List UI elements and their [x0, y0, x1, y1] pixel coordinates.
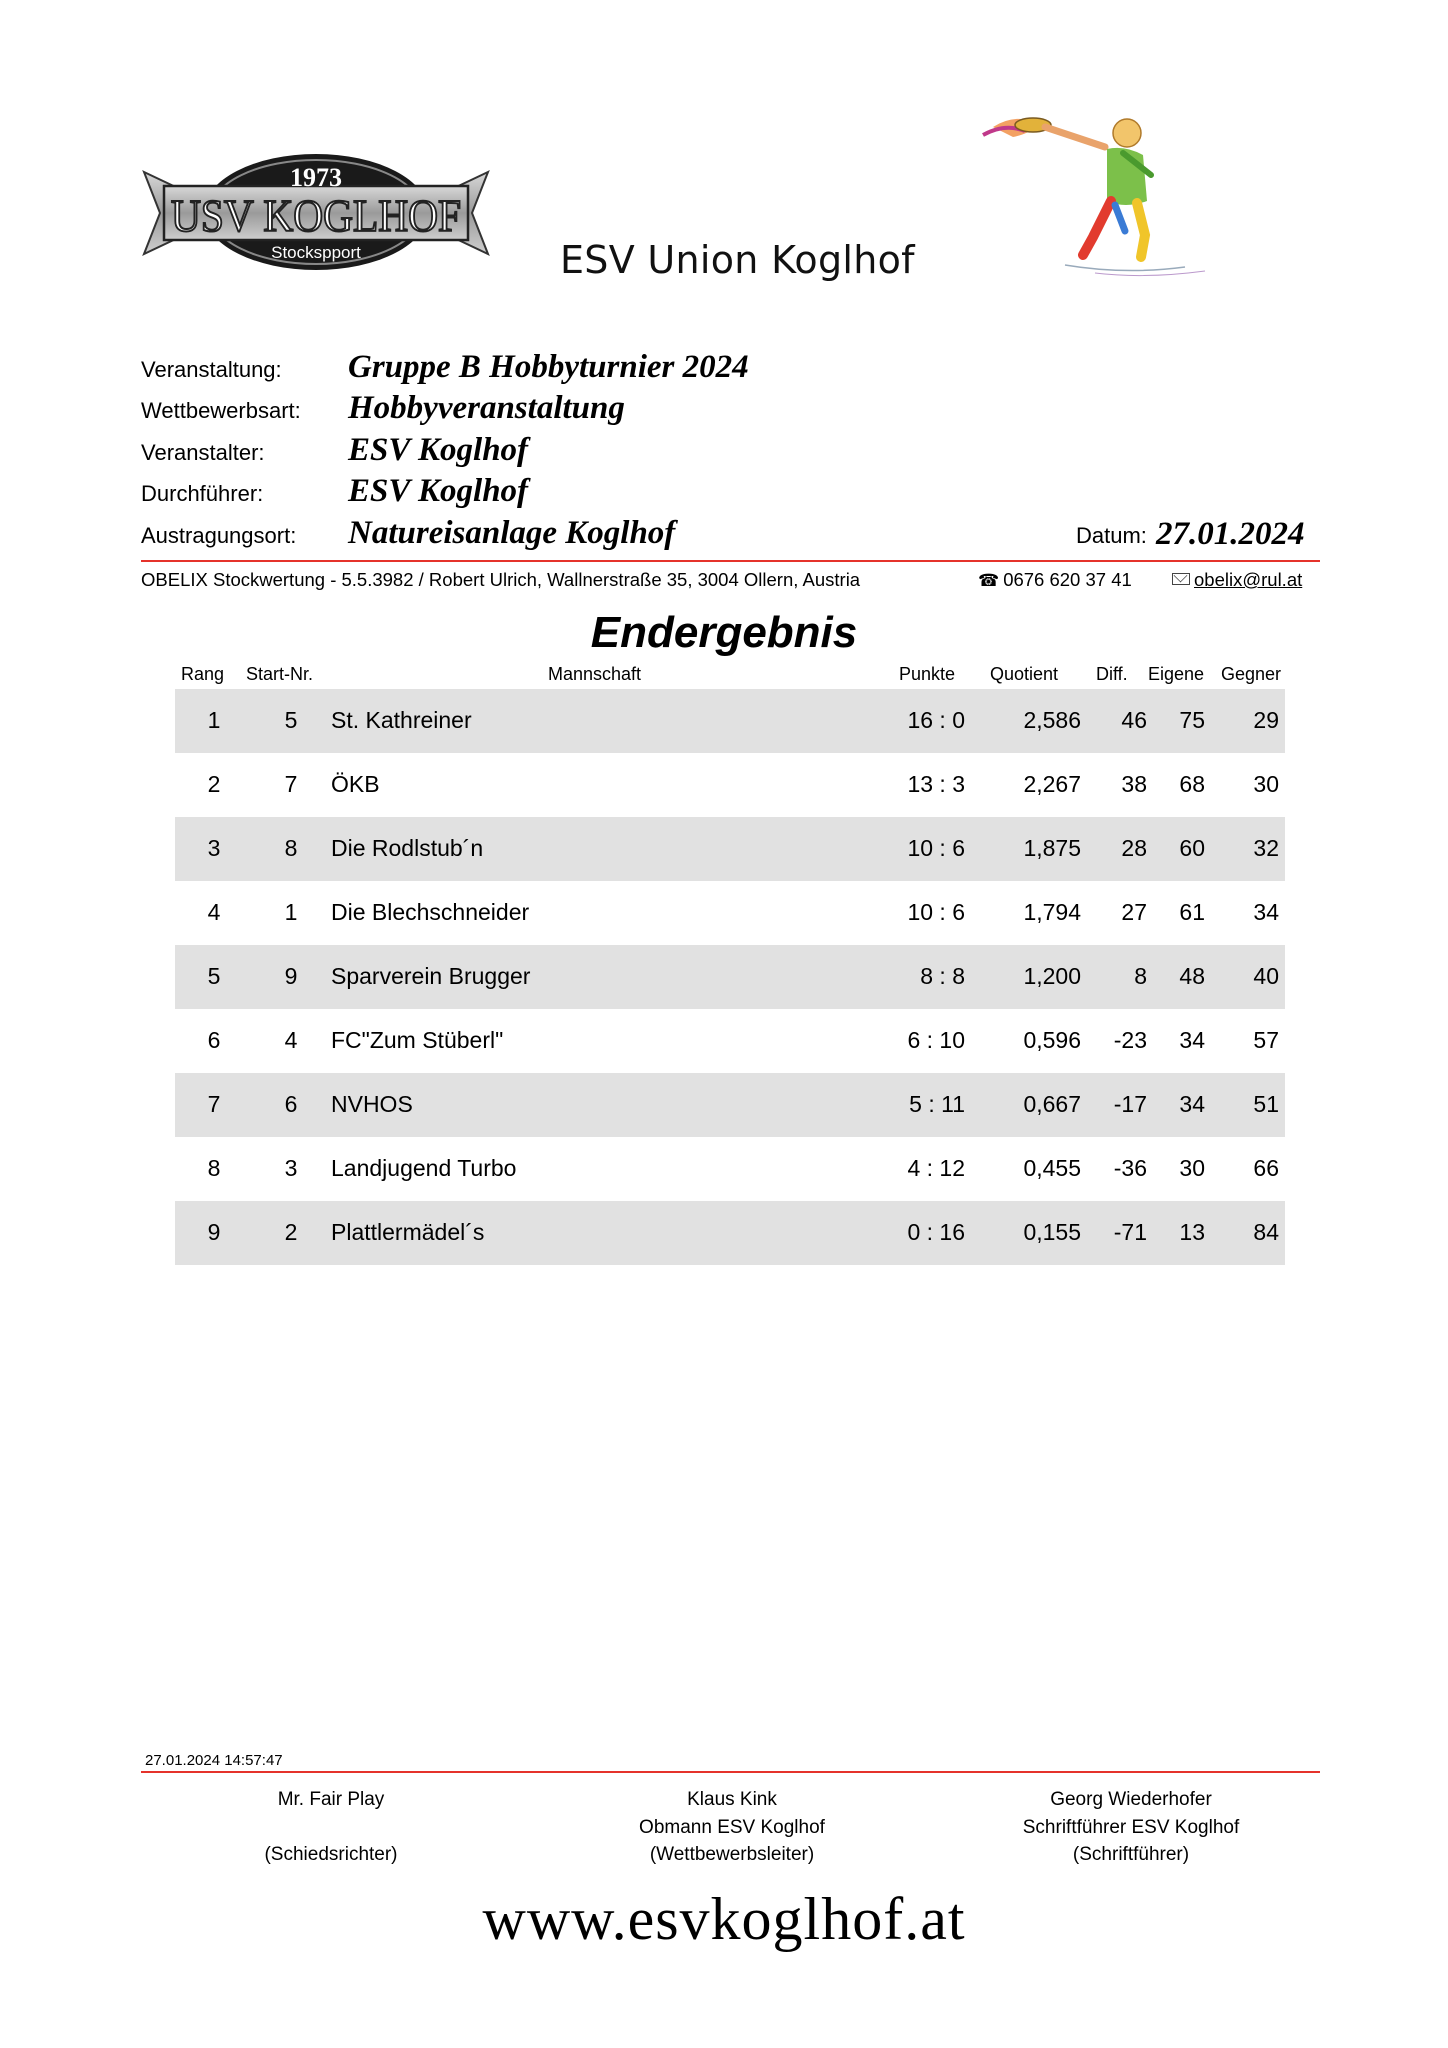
column-header-quotient: Quotient	[990, 664, 1059, 684]
column-header-start: Start-Nr.	[246, 664, 314, 684]
quotient-cell: 0,155	[1023, 1219, 1081, 1245]
opponent-score-cell: 29	[1253, 707, 1279, 733]
column-header-team: Mannschaft	[548, 664, 642, 684]
team-cell: NVHOS	[331, 1091, 413, 1117]
telephone-icon: ☎	[978, 571, 1000, 590]
signature-role: (Schiedsrichter)	[264, 1844, 398, 1865]
own-score-cell: 30	[1179, 1155, 1205, 1181]
organizer-label: Veranstalter:	[141, 440, 265, 465]
table-row	[175, 1073, 1285, 1137]
quotient-cell: 0,455	[1023, 1155, 1081, 1181]
quotient-cell: 0,667	[1023, 1091, 1081, 1117]
svg-text:1973: 1973	[290, 163, 342, 192]
column-header-gegner: Gegner	[1221, 664, 1282, 684]
signature-role: (Wettbewerbsleiter)	[649, 1844, 815, 1865]
venue-value: Natureisanlage Koglhof	[348, 515, 676, 551]
own-score-cell: 68	[1179, 771, 1205, 797]
team-cell: Die Rodlstub´n	[331, 835, 484, 861]
curling-player-illustration	[975, 105, 1215, 280]
date-label: Datum:	[1076, 523, 1147, 548]
venue-label: Austragungsort:	[141, 523, 297, 548]
difference-cell: -36	[1113, 1155, 1147, 1181]
print-timestamp: 27.01.2024 14:57:47	[145, 1752, 283, 1769]
start-number-cell: 8	[284, 835, 298, 861]
envelope-icon	[1172, 573, 1190, 585]
competition-type-label: Wettbewerbsart:	[141, 398, 301, 423]
rank-cell: 9	[207, 1219, 221, 1245]
quotient-cell: 1,794	[1023, 899, 1081, 925]
difference-cell: 46	[1121, 707, 1147, 733]
points-cell: 8 : 8	[920, 963, 965, 989]
signature-role: (Schriftführer)	[1072, 1844, 1190, 1865]
own-score-cell: 75	[1179, 707, 1205, 733]
club-logo	[142, 150, 490, 280]
quotient-cell: 2,267	[1023, 771, 1081, 797]
executor-value: ESV Koglhof	[348, 473, 529, 509]
difference-cell: 28	[1121, 835, 1147, 861]
column-header-eigene: Eigene	[1148, 664, 1205, 684]
team-cell: FC"Zum Stüberl"	[331, 1027, 504, 1053]
points-cell: 6 : 10	[907, 1027, 965, 1053]
own-score-cell: 60	[1179, 835, 1205, 861]
column-header-diff: Diff.	[1096, 664, 1128, 684]
start-number-cell: 1	[284, 899, 298, 925]
signature-referee	[131, 1786, 531, 1869]
points-cell: 10 : 6	[907, 899, 965, 925]
table-row	[175, 753, 1285, 817]
team-cell: Sparverein Brugger	[331, 963, 531, 989]
website-url[interactable]: www.esvkoglhof.at	[482, 1886, 966, 1952]
rank-cell: 8	[207, 1155, 221, 1181]
points-cell: 4 : 12	[907, 1155, 965, 1181]
table-row	[175, 1201, 1285, 1265]
signature-name: Klaus Kink	[687, 1789, 777, 1810]
signature-name: Mr. Fair Play	[277, 1789, 385, 1810]
rank-cell: 6	[207, 1027, 221, 1053]
quotient-cell: 1,875	[1023, 835, 1081, 861]
start-number-cell: 2	[284, 1219, 298, 1245]
start-number-cell: 6	[284, 1091, 298, 1117]
start-number-cell: 9	[284, 963, 298, 989]
own-score-cell: 48	[1179, 963, 1205, 989]
points-cell: 5 : 11	[909, 1091, 965, 1117]
team-cell: St. Kathreiner	[331, 707, 472, 733]
executor-label: Durchführer:	[141, 481, 264, 506]
opponent-score-cell: 66	[1253, 1155, 1279, 1181]
opponent-score-cell: 34	[1253, 899, 1279, 925]
own-score-cell: 13	[1179, 1219, 1205, 1245]
team-cell: ÖKB	[331, 771, 380, 797]
points-cell: 0 : 16	[907, 1219, 965, 1245]
opponent-score-cell: 84	[1253, 1219, 1279, 1245]
email-contact	[1172, 569, 1302, 591]
points-cell: 10 : 6	[907, 835, 965, 861]
own-score-cell: 34	[1179, 1091, 1205, 1117]
phone-contact	[978, 569, 1132, 591]
header-divider	[141, 560, 1320, 562]
table-row	[175, 945, 1285, 1009]
table-row	[175, 689, 1285, 753]
difference-cell: 27	[1121, 899, 1147, 925]
team-cell: Die Blechschneider	[331, 899, 530, 925]
table-row	[175, 1137, 1285, 1201]
points-cell: 16 : 0	[907, 707, 965, 733]
opponent-score-cell: 40	[1253, 963, 1279, 989]
footer-divider	[141, 1771, 1320, 1773]
table-row	[175, 1009, 1285, 1073]
rank-cell: 4	[207, 899, 221, 925]
own-score-cell: 61	[1179, 899, 1205, 925]
organizer-value: ESV Koglhof	[348, 432, 529, 468]
rank-cell: 7	[207, 1091, 221, 1117]
competition-type-value: Hobbyveranstaltung	[348, 390, 625, 426]
rank-cell: 3	[207, 835, 221, 861]
rank-cell: 5	[207, 963, 221, 989]
opponent-score-cell: 30	[1253, 771, 1279, 797]
svg-text:USV KOGLHOF: USV KOGLHOF	[171, 191, 461, 241]
team-cell: Plattlermädel´s	[331, 1219, 485, 1245]
team-cell: Landjugend Turbo	[331, 1155, 517, 1181]
svg-text:Stockspport: Stockspport	[271, 243, 361, 262]
opponent-score-cell: 57	[1253, 1027, 1279, 1053]
rank-cell: 2	[207, 771, 221, 797]
signature-name: Georg Wiederhofer	[1050, 1789, 1212, 1810]
opponent-score-cell: 32	[1253, 835, 1279, 861]
quotient-cell: 2,586	[1023, 707, 1081, 733]
column-header-rang: Rang	[181, 664, 225, 684]
difference-cell: -23	[1113, 1027, 1147, 1053]
difference-cell: 8	[1134, 963, 1147, 989]
signature-title: Obmann ESV Koglhof	[639, 1816, 825, 1838]
software-credit: OBELIX Stockwertung - 5.5.3982 / Robert Ulrich, Wallnerstraße 35, 3004 Ollern, Austria	[141, 569, 861, 590]
event-value: Gruppe B Hobbyturnier 2024	[348, 349, 749, 385]
own-score-cell: 34	[1179, 1027, 1205, 1053]
table-row	[175, 817, 1285, 881]
column-header-punkte: Punkte	[899, 664, 956, 684]
start-number-cell: 7	[284, 771, 298, 797]
event-label: Veranstaltung:	[141, 357, 282, 382]
signature-title	[131, 1814, 531, 1842]
points-cell: 13 : 3	[907, 771, 965, 797]
email-link[interactable]: obelix@rul.at	[1194, 569, 1303, 590]
quotient-cell: 1,200	[1023, 963, 1081, 989]
rank-cell: 1	[207, 707, 221, 733]
difference-cell: -17	[1113, 1091, 1147, 1117]
start-number-cell: 5	[284, 707, 298, 733]
start-number-cell: 4	[284, 1027, 298, 1053]
signature-competition-leader	[532, 1786, 932, 1869]
date-value: 27.01.2024	[1156, 516, 1305, 552]
club-title: ESV Union Koglhof	[560, 238, 915, 282]
start-number-cell: 3	[284, 1155, 298, 1181]
results-table	[175, 689, 1285, 1265]
opponent-score-cell: 51	[1253, 1091, 1279, 1117]
difference-cell: 38	[1121, 771, 1147, 797]
quotient-cell: 0,596	[1023, 1027, 1081, 1053]
table-row	[175, 881, 1285, 945]
signature-title: Schriftführer ESV Koglhof	[1022, 1816, 1240, 1838]
difference-cell: -71	[1113, 1219, 1147, 1245]
phone-number: 0676 620 37 41	[1003, 569, 1132, 590]
page-title: Endergebnis	[590, 608, 858, 657]
signature-secretary	[931, 1786, 1331, 1869]
